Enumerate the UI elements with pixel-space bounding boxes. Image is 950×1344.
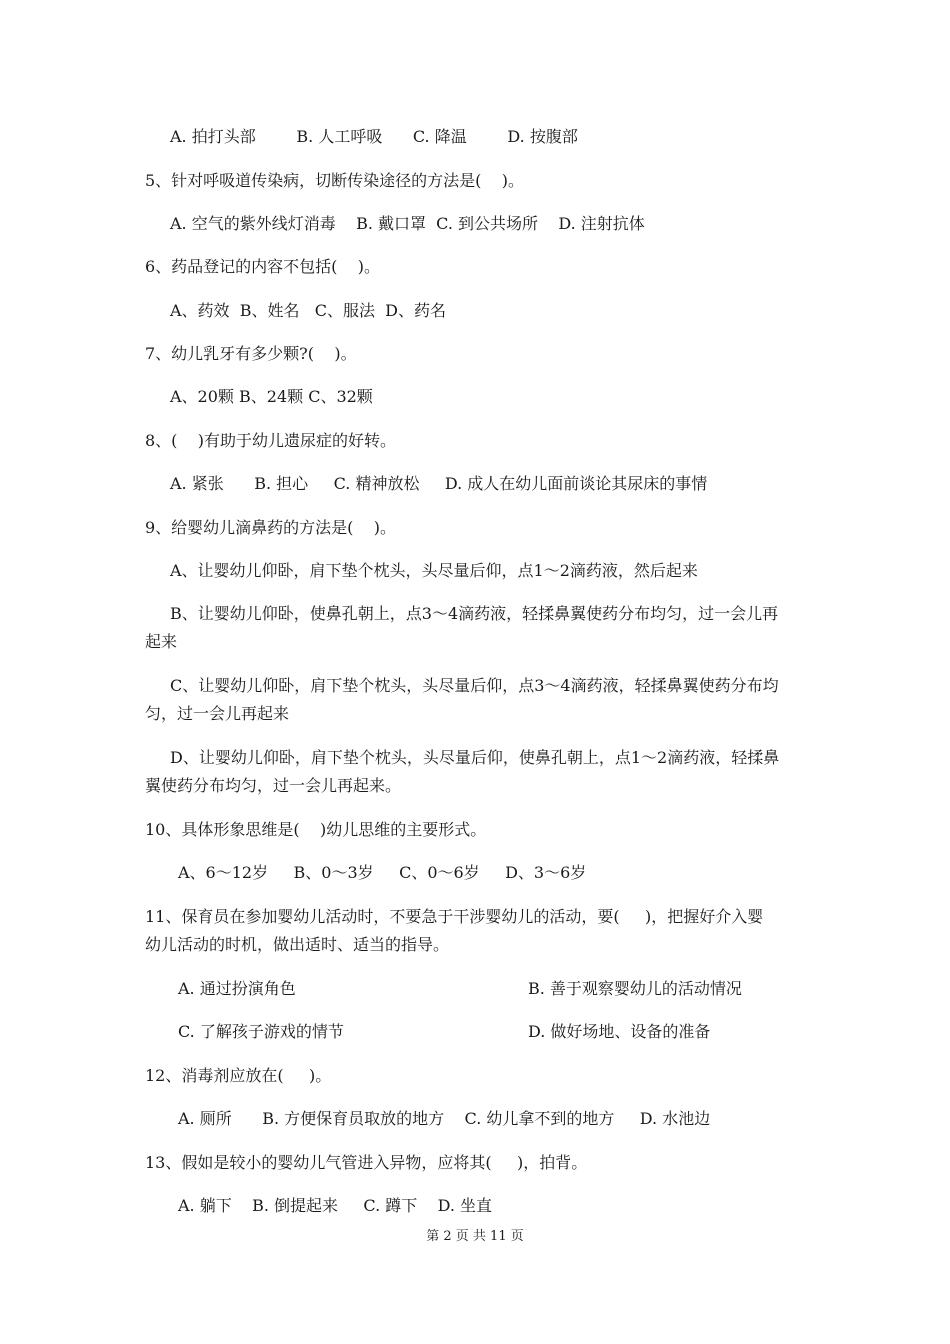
- question-7: 7、幼儿乳牙有多少颗?( )。: [145, 344, 357, 363]
- q9-option-b-cont: 起来: [145, 632, 178, 651]
- q10-options: A、6～12岁 B、0～3岁 C、0～6岁 D、3～6岁: [178, 863, 587, 882]
- question-12: 12、消毒剂应放在( )。: [145, 1066, 332, 1085]
- question-13: 13、假如是较小的婴幼儿气管进入异物，应将其( )，拍背。: [145, 1153, 588, 1172]
- q9-option-c-cont: 匀，过一会儿再起来: [145, 704, 290, 723]
- q11-option-b: B. 善于观察婴幼儿的活动情况: [528, 979, 742, 998]
- question-11: 11、保育员在参加婴幼儿活动时，不要急于干涉婴幼儿的活动，要( )，把握好介入婴: [145, 907, 764, 926]
- question-10: 10、具体形象思维是( )幼儿思维的主要形式。: [145, 820, 487, 839]
- question-6: 6、药品登记的内容不包括( )。: [145, 257, 381, 276]
- q13-options: A. 躺下 B. 倒提起来 C. 蹲下 D. 坐直: [178, 1196, 493, 1215]
- q7-options: A、20颗 B、24颗 C、32颗: [170, 387, 373, 406]
- q9-option-d-cont: 翼使药分布均匀，过一会儿再起来。: [145, 776, 402, 795]
- q9-option-a: A、让婴幼儿仰卧，肩下垫个枕头，头尽量后仰，点1～2滴药液，然后起来: [170, 561, 698, 580]
- q12-options: A. 厕所 B. 方便保育员取放的地方 C. 幼儿拿不到的地方 D. 水池边: [178, 1109, 711, 1128]
- q9-option-c: C、让婴幼儿仰卧，肩下垫个枕头，头尽量后仰，点3～4滴药液，轻揉鼻翼使药分布均: [170, 676, 779, 695]
- q5-options: A. 空气的紫外线灯消毒 B. 戴口罩 C. 到公共场所 D. 注射抗体: [170, 214, 645, 233]
- q4-options: A. 拍打头部 B. 人工呼吸 C. 降温 D. 按腹部: [170, 127, 578, 146]
- question-11-cont: 幼儿活动的时机，做出适时、适当的指导。: [145, 935, 450, 954]
- q9-option-b: B、让婴幼儿仰卧，使鼻孔朝上，点3～4滴药液，轻揉鼻翼使药分布均匀，过一会儿再: [170, 604, 779, 623]
- page-footer: 第 2 页 共 11 页: [426, 1229, 524, 1244]
- q9-option-d: D、让婴幼儿仰卧，肩下垫个枕头，头尽量后仰，使鼻孔朝上，点1～2滴药液，轻揉鼻: [170, 748, 780, 767]
- question-9: 9、给婴幼儿滴鼻药的方法是( )。: [145, 518, 397, 537]
- q11-option-a: A. 通过扮演角色: [178, 979, 296, 998]
- question-5: 5、针对呼吸道传染病，切断传染途径的方法是( )。: [145, 171, 525, 190]
- q6-options: A、药效 B、姓名 C、服法 D、药名: [170, 301, 446, 320]
- q11-option-c: C. 了解孩子游戏的情节: [178, 1022, 344, 1041]
- question-8: 8、( )有助于幼儿遗尿症的好转。: [145, 431, 397, 450]
- q8-options: A. 紧张 B. 担心 C. 精神放松 D. 成人在幼儿面前谈论其尿床的事情: [170, 474, 708, 493]
- q11-option-d: D. 做好场地、设备的准备: [528, 1022, 711, 1041]
